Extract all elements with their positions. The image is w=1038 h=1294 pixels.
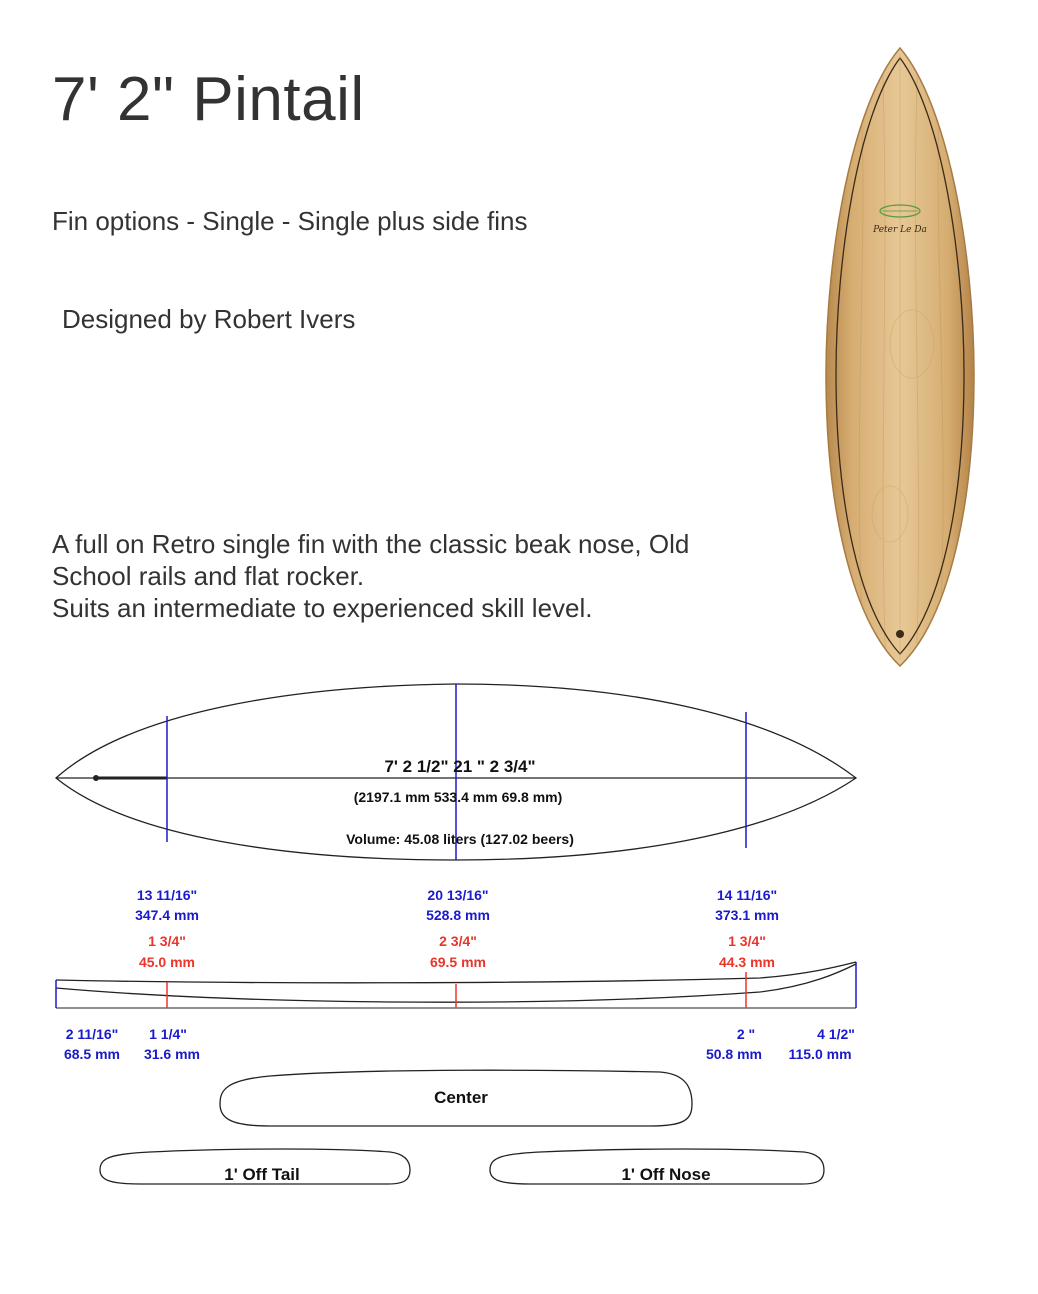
thickness-metric-center: 69.5 mm [429,954,487,970]
dims-imperial: 7' 2 1/2" 21 " 2 3/4" [384,757,536,776]
fin-options-text: Fin options - Single - Single plus side fins [52,206,528,236]
dims-metric: (2197.1 mm 533.4 mm 69.8 mm) [353,789,563,805]
thickness-imperial-tail: 1 3/4" [148,933,186,949]
width-metric-center: 528.8 mm [426,907,490,923]
volume-label: Volume: 45.08 liters (127.02 beers) [346,831,574,847]
description-line: Suits an intermediate to experienced skill level. [52,593,593,623]
rail-section-nose [490,1149,824,1184]
width-imperial-nose: 14 11/16" [716,887,778,903]
rail-section-tail [100,1149,410,1184]
logo-text: Peter Le Da [873,225,927,235]
leash-plug-icon [896,630,904,638]
rail-section-tail-label: 1' Off Tail [224,1165,300,1184]
page-title: 7' 2" Pintail [52,65,365,134]
rocker-imperial-tail: 2 11/16" [65,1026,119,1042]
rocker-imperial-tail-1ft: 1 1/4" [149,1026,187,1042]
rocker-metric-tail-1ft: 31.6 mm [143,1046,201,1062]
rocker-metric-tail: 68.5 mm [63,1046,121,1062]
rocker-imperial-nose: 4 1/2" [817,1026,855,1042]
rocker-metric-nose-1ft: 50.8 mm [705,1046,763,1062]
width-imperial-center: 20 13/16" [427,887,489,903]
width-imperial-tail: 13 11/16" [136,887,198,903]
thickness-metric-tail: 45.0 mm [138,954,196,970]
thickness-metric-nose: 44.3 mm [718,954,776,970]
surfboard-photo [820,44,980,672]
rocker-metric-nose: 115.0 mm [788,1046,852,1062]
rail-section-center-label: Center [434,1088,488,1107]
description-line: School rails and flat rocker. [52,561,365,591]
width-metric-tail: 347.4 mm [135,907,199,923]
thickness-imperial-nose: 1 3/4" [728,933,766,949]
designer-text: Designed by Robert Ivers [62,304,356,334]
rail-section-center [220,1070,692,1126]
rail-section-nose-label: 1' Off Nose [621,1165,711,1184]
description-line: A full on Retro single fin with the classic beak nose, Old [52,529,690,559]
thickness-imperial-center: 2 3/4" [439,933,477,949]
width-metric-nose: 373.1 mm [715,907,779,923]
description [52,528,812,624]
board-design-diagram [40,672,880,1202]
rocker-imperial-nose-1ft: 2 " [736,1026,756,1042]
